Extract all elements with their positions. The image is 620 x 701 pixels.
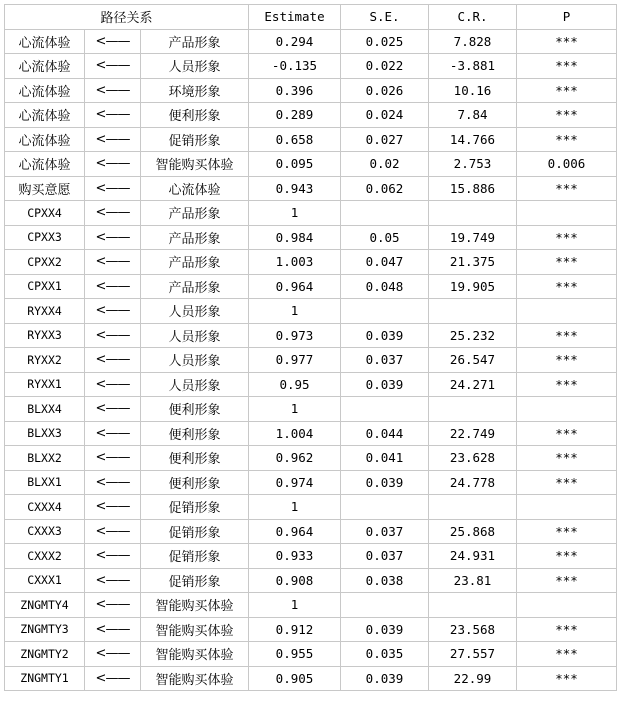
row-cr: 23.628 bbox=[429, 446, 517, 471]
row-p: *** bbox=[517, 666, 617, 691]
row-p: *** bbox=[517, 103, 617, 128]
row-from-variable: ZNGMTY3 bbox=[5, 617, 85, 642]
row-arrow: <—— bbox=[85, 495, 141, 520]
row-p: *** bbox=[517, 421, 617, 446]
row-se: 0.026 bbox=[341, 78, 429, 103]
table-row bbox=[5, 544, 617, 569]
table-row bbox=[5, 103, 617, 128]
row-cr: 27.557 bbox=[429, 642, 517, 667]
row-cr: 24.778 bbox=[429, 470, 517, 495]
row-p: *** bbox=[517, 544, 617, 569]
row-estimate: 0.984 bbox=[249, 225, 341, 250]
row-arrow: <—— bbox=[85, 152, 141, 177]
row-arrow: <—— bbox=[85, 519, 141, 544]
row-estimate: 0.964 bbox=[249, 274, 341, 299]
table-row bbox=[5, 201, 617, 226]
row-estimate: 0.294 bbox=[249, 29, 341, 54]
row-estimate: 0.974 bbox=[249, 470, 341, 495]
row-from-variable: ZNGMTY2 bbox=[5, 642, 85, 667]
row-se bbox=[341, 397, 429, 422]
row-from-variable: BLXX2 bbox=[5, 446, 85, 471]
row-from-variable: CPXX1 bbox=[5, 274, 85, 299]
row-se: 0.039 bbox=[341, 323, 429, 348]
row-cr: 23.568 bbox=[429, 617, 517, 642]
row-cr: 24.931 bbox=[429, 544, 517, 569]
row-from-variable: CPXX4 bbox=[5, 201, 85, 226]
row-to-variable: 人员形象 bbox=[141, 54, 249, 79]
table-row bbox=[5, 617, 617, 642]
row-from-variable: 心流体验 bbox=[5, 103, 85, 128]
row-arrow: <—— bbox=[85, 617, 141, 642]
row-from-variable: CPXX2 bbox=[5, 250, 85, 275]
row-cr bbox=[429, 299, 517, 324]
row-p: *** bbox=[517, 176, 617, 201]
row-se: 0.037 bbox=[341, 519, 429, 544]
table-row bbox=[5, 421, 617, 446]
row-se bbox=[341, 201, 429, 226]
row-se: 0.05 bbox=[341, 225, 429, 250]
row-estimate: 0.095 bbox=[249, 152, 341, 177]
row-se: 0.039 bbox=[341, 617, 429, 642]
row-arrow: <—— bbox=[85, 348, 141, 373]
row-p bbox=[517, 397, 617, 422]
row-p: *** bbox=[517, 225, 617, 250]
row-to-variable: 人员形象 bbox=[141, 299, 249, 324]
row-to-variable: 智能购买体验 bbox=[141, 152, 249, 177]
row-cr: 14.766 bbox=[429, 127, 517, 152]
row-from-variable: RYXX4 bbox=[5, 299, 85, 324]
row-se bbox=[341, 495, 429, 520]
row-arrow: <—— bbox=[85, 103, 141, 128]
header-p: P bbox=[517, 5, 617, 30]
table-row bbox=[5, 372, 617, 397]
row-arrow: <—— bbox=[85, 446, 141, 471]
row-se: 0.02 bbox=[341, 152, 429, 177]
row-to-variable: 便利形象 bbox=[141, 446, 249, 471]
row-estimate: 0.943 bbox=[249, 176, 341, 201]
row-to-variable: 便利形象 bbox=[141, 470, 249, 495]
row-arrow: <—— bbox=[85, 54, 141, 79]
table-row bbox=[5, 54, 617, 79]
row-to-variable: 产品形象 bbox=[141, 29, 249, 54]
row-cr: 21.375 bbox=[429, 250, 517, 275]
row-estimate: 0.964 bbox=[249, 519, 341, 544]
row-p: *** bbox=[517, 519, 617, 544]
table-row bbox=[5, 225, 617, 250]
row-se bbox=[341, 299, 429, 324]
row-se: 0.041 bbox=[341, 446, 429, 471]
path-coefficient-table bbox=[4, 4, 617, 691]
row-estimate: 0.908 bbox=[249, 568, 341, 593]
table-row bbox=[5, 642, 617, 667]
row-arrow: <—— bbox=[85, 127, 141, 152]
row-arrow: <—— bbox=[85, 299, 141, 324]
table-row bbox=[5, 274, 617, 299]
row-estimate: 0.977 bbox=[249, 348, 341, 373]
row-from-variable: RYXX2 bbox=[5, 348, 85, 373]
row-to-variable: 产品形象 bbox=[141, 250, 249, 275]
table-row bbox=[5, 568, 617, 593]
table-row bbox=[5, 29, 617, 54]
row-cr: 7.84 bbox=[429, 103, 517, 128]
row-to-variable: 智能购买体验 bbox=[141, 666, 249, 691]
row-from-variable: CXXX4 bbox=[5, 495, 85, 520]
row-from-variable: 购买意愿 bbox=[5, 176, 85, 201]
row-cr: 22.99 bbox=[429, 666, 517, 691]
table-row bbox=[5, 78, 617, 103]
row-estimate: 1 bbox=[249, 593, 341, 618]
row-from-variable: CPXX3 bbox=[5, 225, 85, 250]
row-se: 0.035 bbox=[341, 642, 429, 667]
row-cr bbox=[429, 495, 517, 520]
row-estimate: 1 bbox=[249, 201, 341, 226]
row-estimate: 1.003 bbox=[249, 250, 341, 275]
row-arrow: <—— bbox=[85, 176, 141, 201]
table-row bbox=[5, 666, 617, 691]
row-p: *** bbox=[517, 250, 617, 275]
row-to-variable: 促销形象 bbox=[141, 495, 249, 520]
row-from-variable: RYXX3 bbox=[5, 323, 85, 348]
table-row bbox=[5, 323, 617, 348]
table-row bbox=[5, 176, 617, 201]
row-cr: 26.547 bbox=[429, 348, 517, 373]
row-se: 0.024 bbox=[341, 103, 429, 128]
row-se: 0.022 bbox=[341, 54, 429, 79]
row-from-variable: CXXX2 bbox=[5, 544, 85, 569]
row-cr bbox=[429, 397, 517, 422]
table-row bbox=[5, 127, 617, 152]
row-arrow: <—— bbox=[85, 372, 141, 397]
row-arrow: <—— bbox=[85, 201, 141, 226]
row-to-variable: 促销形象 bbox=[141, 127, 249, 152]
row-to-variable: 人员形象 bbox=[141, 372, 249, 397]
row-p: *** bbox=[517, 348, 617, 373]
row-p bbox=[517, 495, 617, 520]
row-p: *** bbox=[517, 642, 617, 667]
table-row bbox=[5, 152, 617, 177]
row-to-variable: 智能购买体验 bbox=[141, 617, 249, 642]
row-estimate: 0.658 bbox=[249, 127, 341, 152]
row-to-variable: 环境形象 bbox=[141, 78, 249, 103]
table-row bbox=[5, 519, 617, 544]
header-row bbox=[5, 5, 617, 30]
row-p bbox=[517, 201, 617, 226]
row-arrow: <—— bbox=[85, 544, 141, 569]
row-from-variable: 心流体验 bbox=[5, 78, 85, 103]
row-estimate: 0.396 bbox=[249, 78, 341, 103]
row-p: *** bbox=[517, 127, 617, 152]
row-to-variable: 智能购买体验 bbox=[141, 593, 249, 618]
row-p: 0.006 bbox=[517, 152, 617, 177]
table-row bbox=[5, 299, 617, 324]
row-from-variable: 心流体验 bbox=[5, 152, 85, 177]
row-p: *** bbox=[517, 470, 617, 495]
row-arrow: <—— bbox=[85, 78, 141, 103]
row-cr: 2.753 bbox=[429, 152, 517, 177]
row-from-variable: ZNGMTY4 bbox=[5, 593, 85, 618]
row-p: *** bbox=[517, 568, 617, 593]
row-se: 0.025 bbox=[341, 29, 429, 54]
row-p: *** bbox=[517, 323, 617, 348]
row-se: 0.039 bbox=[341, 666, 429, 691]
row-cr: 22.749 bbox=[429, 421, 517, 446]
row-from-variable: CXXX3 bbox=[5, 519, 85, 544]
row-to-variable: 促销形象 bbox=[141, 568, 249, 593]
row-p: *** bbox=[517, 274, 617, 299]
row-estimate: 0.95 bbox=[249, 372, 341, 397]
row-se: 0.062 bbox=[341, 176, 429, 201]
row-to-variable: 产品形象 bbox=[141, 274, 249, 299]
row-cr bbox=[429, 593, 517, 618]
row-arrow: <—— bbox=[85, 397, 141, 422]
row-from-variable: CXXX1 bbox=[5, 568, 85, 593]
row-from-variable: ZNGMTY1 bbox=[5, 666, 85, 691]
row-estimate: -0.135 bbox=[249, 54, 341, 79]
row-arrow: <—— bbox=[85, 593, 141, 618]
row-arrow: <—— bbox=[85, 470, 141, 495]
row-estimate: 1 bbox=[249, 299, 341, 324]
row-estimate: 0.955 bbox=[249, 642, 341, 667]
row-to-variable: 便利形象 bbox=[141, 103, 249, 128]
row-to-variable: 智能购买体验 bbox=[141, 642, 249, 667]
row-cr: -3.881 bbox=[429, 54, 517, 79]
row-estimate: 0.912 bbox=[249, 617, 341, 642]
row-to-variable: 人员形象 bbox=[141, 348, 249, 373]
row-p: *** bbox=[517, 29, 617, 54]
row-from-variable: RYXX1 bbox=[5, 372, 85, 397]
header-cr: C.R. bbox=[429, 5, 517, 30]
row-from-variable: 心流体验 bbox=[5, 54, 85, 79]
row-from-variable: 心流体验 bbox=[5, 127, 85, 152]
table-row bbox=[5, 397, 617, 422]
row-se: 0.044 bbox=[341, 421, 429, 446]
row-cr: 24.271 bbox=[429, 372, 517, 397]
row-arrow: <—— bbox=[85, 250, 141, 275]
row-from-variable: 心流体验 bbox=[5, 29, 85, 54]
row-estimate: 0.905 bbox=[249, 666, 341, 691]
row-cr: 25.232 bbox=[429, 323, 517, 348]
row-cr: 19.905 bbox=[429, 274, 517, 299]
row-se: 0.039 bbox=[341, 470, 429, 495]
row-se: 0.048 bbox=[341, 274, 429, 299]
table-row bbox=[5, 495, 617, 520]
row-arrow: <—— bbox=[85, 642, 141, 667]
row-from-variable: BLXX1 bbox=[5, 470, 85, 495]
row-to-variable: 促销形象 bbox=[141, 519, 249, 544]
row-cr: 25.868 bbox=[429, 519, 517, 544]
row-cr: 19.749 bbox=[429, 225, 517, 250]
row-se: 0.047 bbox=[341, 250, 429, 275]
row-p bbox=[517, 593, 617, 618]
row-to-variable: 心流体验 bbox=[141, 176, 249, 201]
row-p: *** bbox=[517, 617, 617, 642]
row-to-variable: 便利形象 bbox=[141, 397, 249, 422]
row-se: 0.037 bbox=[341, 544, 429, 569]
row-to-variable: 促销形象 bbox=[141, 544, 249, 569]
row-from-variable: BLXX3 bbox=[5, 421, 85, 446]
table-row bbox=[5, 348, 617, 373]
row-se: 0.037 bbox=[341, 348, 429, 373]
header-path: 路径关系 bbox=[5, 5, 249, 30]
header-estimate: Estimate bbox=[249, 5, 341, 30]
row-to-variable: 产品形象 bbox=[141, 201, 249, 226]
row-from-variable: BLXX4 bbox=[5, 397, 85, 422]
row-arrow: <—— bbox=[85, 666, 141, 691]
row-p: *** bbox=[517, 54, 617, 79]
row-to-variable: 产品形象 bbox=[141, 225, 249, 250]
row-estimate: 1.004 bbox=[249, 421, 341, 446]
table-row bbox=[5, 593, 617, 618]
row-estimate: 1 bbox=[249, 397, 341, 422]
row-arrow: <—— bbox=[85, 29, 141, 54]
row-arrow: <—— bbox=[85, 421, 141, 446]
row-cr: 15.886 bbox=[429, 176, 517, 201]
row-p: *** bbox=[517, 446, 617, 471]
row-estimate: 0.933 bbox=[249, 544, 341, 569]
row-arrow: <—— bbox=[85, 274, 141, 299]
row-arrow: <—— bbox=[85, 225, 141, 250]
table-body bbox=[5, 29, 617, 691]
row-to-variable: 人员形象 bbox=[141, 323, 249, 348]
row-arrow: <—— bbox=[85, 568, 141, 593]
row-se: 0.027 bbox=[341, 127, 429, 152]
header-se: S.E. bbox=[341, 5, 429, 30]
row-p: *** bbox=[517, 372, 617, 397]
table-row bbox=[5, 446, 617, 471]
row-cr: 10.16 bbox=[429, 78, 517, 103]
row-cr bbox=[429, 201, 517, 226]
table-row bbox=[5, 470, 617, 495]
row-estimate: 0.289 bbox=[249, 103, 341, 128]
row-se: 0.039 bbox=[341, 372, 429, 397]
row-p bbox=[517, 299, 617, 324]
row-estimate: 1 bbox=[249, 495, 341, 520]
row-se: 0.038 bbox=[341, 568, 429, 593]
row-estimate: 0.962 bbox=[249, 446, 341, 471]
row-to-variable: 便利形象 bbox=[141, 421, 249, 446]
row-arrow: <—— bbox=[85, 323, 141, 348]
row-se bbox=[341, 593, 429, 618]
row-p: *** bbox=[517, 78, 617, 103]
row-cr: 23.81 bbox=[429, 568, 517, 593]
row-cr: 7.828 bbox=[429, 29, 517, 54]
table-row bbox=[5, 250, 617, 275]
row-estimate: 0.973 bbox=[249, 323, 341, 348]
